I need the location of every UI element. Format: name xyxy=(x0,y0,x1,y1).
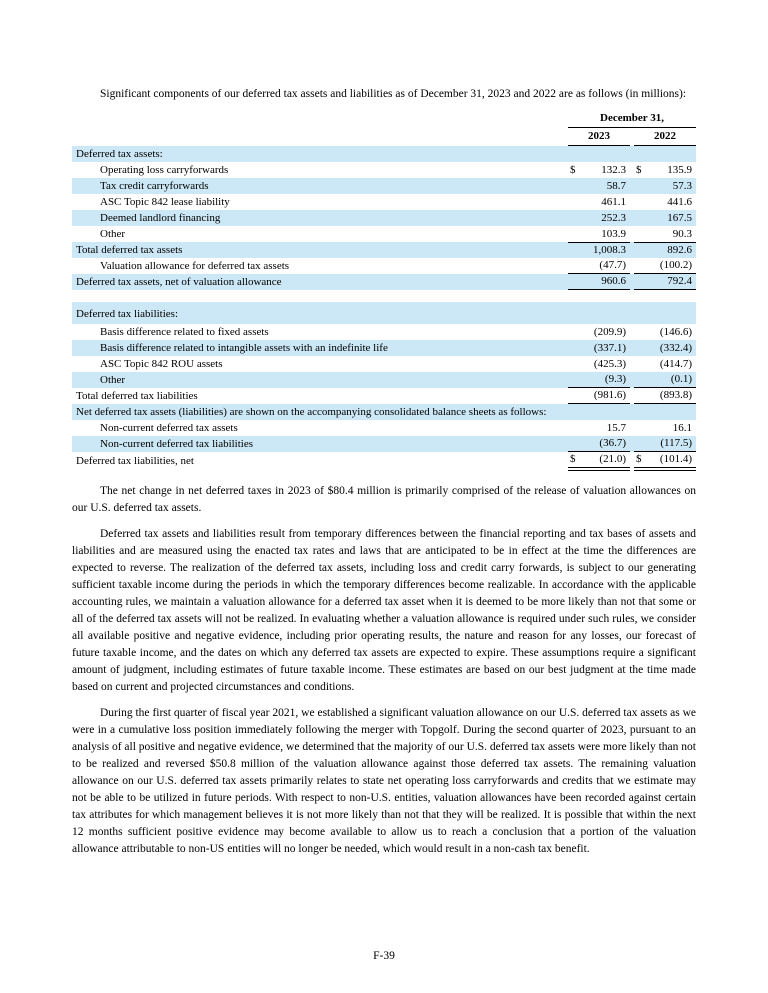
row-label: Basis difference related to intangible assets with an indefinite life xyxy=(100,341,388,354)
table-row xyxy=(72,436,696,452)
header-year-columns xyxy=(568,128,696,146)
cell-amount: (209.9) xyxy=(593,325,626,338)
table-row xyxy=(72,404,696,420)
value-2023 xyxy=(568,210,630,226)
value-2022 xyxy=(634,388,696,404)
dollar-sign: $ xyxy=(636,163,642,176)
paragraph-valuation-history: During the first quarter of fiscal year 2021, we established a significant valuation allowance on our U.S. deferred tax assets as we were in a cumulative loss position immediately following the merger with Topgolf. During the second quarter of 2023, pursuant to an analysis of all positive and negative evidence, we determined that the majority of our U.S. deferred tax assets were more likely than not to be realized and reversed $50.8 million of the valuation allowance against those deferred tax assets. The remaining valuation allowance on our U.S. deferred tax assets primarily relates to state net operating loss carryforwards and credits that we estimate may not be able to be utilized in future periods. With respect to non-U.S. entities, valuation allowances have been recorded against certain tax attributes for which management believes it is not more likely than not that they will be realized. It is possible that within the next 12 months sufficient positive evidence may become available to allow us to reach a conclusion that a portion of the valuation allowance attributable to non-US entities will no longer be needed, which would result in a non-cash tax benefit. xyxy=(72,707,696,855)
row-label: Valuation allowance for deferred tax assets xyxy=(100,259,290,272)
cell-amount: (101.4) xyxy=(659,453,692,465)
cell-amount: (36.7) xyxy=(599,437,626,449)
value-2023 xyxy=(568,404,630,420)
value-2023 xyxy=(568,372,630,388)
cell-amount: 252.3 xyxy=(601,211,626,224)
value-2023 xyxy=(568,258,630,274)
value-2023 xyxy=(568,194,630,210)
table-row xyxy=(72,226,696,242)
value-2022 xyxy=(634,274,696,290)
cell-amount: (337.1) xyxy=(593,341,626,354)
value-2022 xyxy=(634,258,696,274)
cell-amount: 103.9 xyxy=(601,227,626,240)
row-label: Operating loss carryforwards xyxy=(100,163,229,176)
row-label: Deferred tax assets: xyxy=(76,147,163,160)
cell-amount: (117.5) xyxy=(660,437,692,449)
value-2023 xyxy=(568,242,630,258)
page-number: F-39 xyxy=(373,950,395,962)
cell-amount: (981.6) xyxy=(593,389,626,401)
table-row xyxy=(72,372,696,388)
value-2023 xyxy=(568,420,630,436)
row-label: Deferred tax assets, net of valuation allowance xyxy=(76,275,282,288)
row-label: Deferred tax liabilities: xyxy=(76,308,179,320)
intro-paragraph: Significant components of our deferred tax assets and liabilities as of December 31, 2023 and 2022 are as follows (in millions): xyxy=(100,88,687,100)
table-row xyxy=(72,452,696,471)
cell-amount: 135.9 xyxy=(667,163,692,176)
table-row xyxy=(72,420,696,436)
paragraph-net-change: The net change in net deferred taxes in 2023 of $80.4 million is primarily comprised of the release of valuation allowances on our U.S. deferred tax assets. xyxy=(72,485,696,514)
cell-amount: 57.3 xyxy=(672,179,692,192)
value-2023 xyxy=(568,324,630,340)
table-row xyxy=(72,302,696,324)
value-2023 xyxy=(568,436,630,452)
value-2022 xyxy=(634,146,696,162)
row-label: Deferred tax liabilities, net xyxy=(76,455,194,467)
value-2022 xyxy=(634,162,696,178)
table-col-2022: 2022 xyxy=(634,128,696,146)
value-2023 xyxy=(568,162,630,178)
value-2022 xyxy=(634,302,696,321)
cell-amount: (47.7) xyxy=(599,259,626,271)
value-2022 xyxy=(634,194,696,210)
row-label: ASC Topic 842 ROU assets xyxy=(100,357,223,370)
dollar-sign: $ xyxy=(570,163,576,176)
cell-amount: 960.6 xyxy=(601,275,626,287)
table-row xyxy=(72,324,696,340)
cell-amount: 90.3 xyxy=(672,227,692,240)
cell-amount: (893.8) xyxy=(659,389,692,401)
cell-amount: 792.4 xyxy=(667,275,692,287)
value-2023 xyxy=(568,274,630,290)
value-2022 xyxy=(634,210,696,226)
row-label: Deemed landlord financing xyxy=(100,211,221,224)
cell-amount: (425.3) xyxy=(593,357,626,370)
row-label: Non-current deferred tax liabilities xyxy=(100,437,254,450)
deferred-tax-table xyxy=(72,112,696,471)
table-row xyxy=(72,340,696,356)
table-header-date: December 31, xyxy=(568,112,696,128)
tax-table-body xyxy=(72,146,696,471)
row-label: Net deferred tax assets (liabilities) are shown on the accompanying consolidated balance sheets as follows: xyxy=(76,405,547,418)
table-row xyxy=(72,162,696,178)
value-2023 xyxy=(568,146,630,162)
row-label: Total deferred tax liabilities xyxy=(76,389,198,402)
value-2022 xyxy=(634,340,696,356)
row-label: Total deferred tax assets xyxy=(76,243,183,256)
cell-amount: 1,008.3 xyxy=(593,244,626,256)
value-2022 xyxy=(634,226,696,242)
value-2022 xyxy=(634,420,696,436)
table-row xyxy=(72,258,696,274)
value-2022 xyxy=(634,436,696,452)
cell-amount: 441.6 xyxy=(667,195,692,208)
cell-amount: (146.6) xyxy=(659,325,692,338)
cell-amount: 16.1 xyxy=(672,421,692,434)
cell-amount: (414.7) xyxy=(659,357,692,370)
value-2022 xyxy=(634,178,696,194)
table-row xyxy=(72,146,696,162)
table-header-group-row xyxy=(72,112,696,128)
row-label: Tax credit carryforwards xyxy=(100,179,209,192)
table-row xyxy=(72,388,696,404)
table-col-2023: 2023 xyxy=(568,128,630,146)
cell-amount: (100.2) xyxy=(659,259,692,271)
table-row xyxy=(72,356,696,372)
table-row xyxy=(72,242,696,258)
table-row xyxy=(72,178,696,194)
value-2023 xyxy=(568,340,630,356)
value-2022 xyxy=(634,372,696,388)
row-label: ASC Topic 842 lease liability xyxy=(100,195,230,208)
dollar-sign: $ xyxy=(570,453,576,465)
value-2022 xyxy=(634,452,696,471)
cell-amount: (9.3) xyxy=(604,373,626,385)
value-2023 xyxy=(568,356,630,372)
cell-amount: 58.7 xyxy=(606,179,626,192)
table-header-years-row xyxy=(72,128,696,146)
row-label: Other xyxy=(100,227,126,240)
cell-amount: (21.0) xyxy=(599,453,626,465)
row-label: Other xyxy=(100,373,126,386)
cell-amount: 167.5 xyxy=(667,211,692,224)
table-row xyxy=(72,194,696,210)
value-2022 xyxy=(634,404,696,420)
value-2022 xyxy=(634,356,696,372)
table-spacer-row xyxy=(72,290,696,302)
row-label: Non-current deferred tax assets xyxy=(100,421,238,434)
paragraph-deferred-explanation: Deferred tax assets and liabilities result from temporary differences between the financial reporting and tax bases of assets and liabilities and are measured using the enacted tax rates and laws that are anticipated to be in effect at the time the differences are expected to reverse. The realization of the deferred tax assets, including loss and credit carry forwards, is subject to our generating sufficient taxable income during the periods in which the temporary differences become realizable. In accordance with the applicable accounting rules, we maintain a valuation allowance for a deferred tax asset when it is deemed to be more likely than not that some or all of the deferred tax assets will not be realized. In evaluating whether a valuation allowance is required under such rules, we consider all available positive and negative evidence, including prior operating results, the nature and reason for any losses, our forecast of future taxable income, and the dates on which any deferred tax assets are expected to expire. These assumptions require a significant amount of judgment, including estimates of future taxable income. These estimates are based on our best judgment at the time made based on current and projected circumstances and conditions. xyxy=(72,528,696,693)
value-2022 xyxy=(634,242,696,258)
cell-amount: 892.6 xyxy=(667,244,692,256)
cell-amount: 15.7 xyxy=(606,421,626,434)
cell-amount: 132.3 xyxy=(601,163,626,176)
table-row xyxy=(72,274,696,290)
row-label: Basis difference related to fixed assets xyxy=(100,325,269,338)
cell-amount: (332.4) xyxy=(659,341,692,354)
value-2023 xyxy=(568,226,630,242)
cell-amount: 461.1 xyxy=(601,195,626,208)
value-2023 xyxy=(568,302,630,321)
table-row xyxy=(72,210,696,226)
value-2023 xyxy=(568,178,630,194)
value-2022 xyxy=(634,324,696,340)
dollar-sign: $ xyxy=(636,453,642,465)
value-2023 xyxy=(568,388,630,404)
cell-amount: (0.1) xyxy=(670,373,692,385)
value-2023 xyxy=(568,452,630,471)
